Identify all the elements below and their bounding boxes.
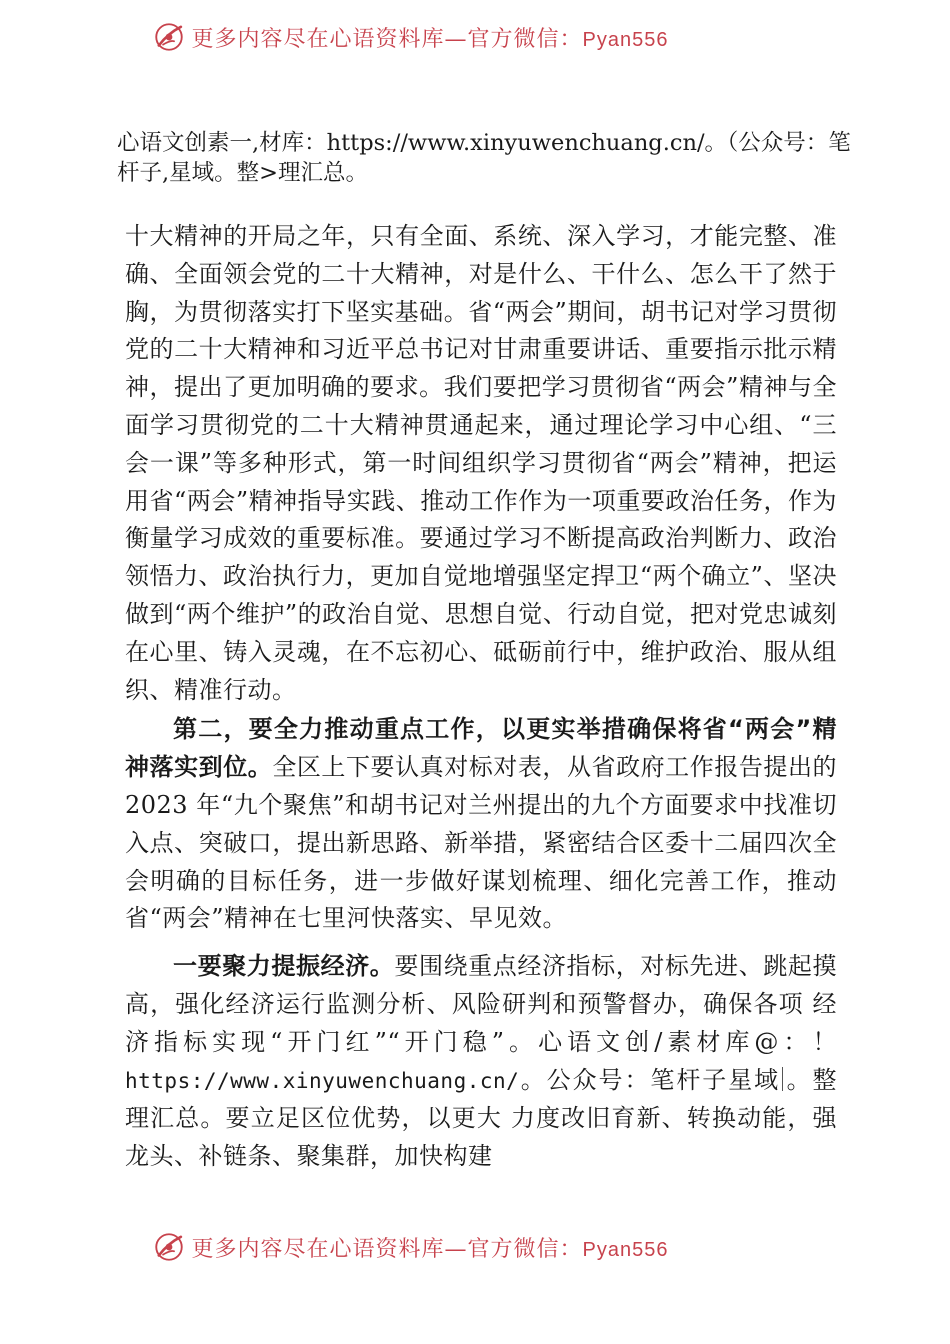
paragraph-2-text: 全区上下要认真对标对表，从省政府工作报告提出的 2023 年“九个聚焦”和胡书记对兰州提出的九个方面要求中找准切入点、突破口，提出新思路、新举措，紧密结合区委十二届四次全会明确的目标任务，进一步做好谋划梳理、细化完善工作，推动省“两会”精神在七里河快落实、早见效。 (125, 753, 838, 933)
paragraph-3-heading: 一要聚力提振经济。 (173, 952, 395, 981)
paragraph-3-url: https://www.xinyuwenchuang.cn/ (125, 1068, 520, 1093)
paragraph-3-text-c: 。整理汇总。要立足区位优势，以更大 力度改旧育新、转换动能，强龙头、补链条、聚集群，加快构建 (125, 1065, 838, 1171)
paragraph-3 (125, 948, 837, 1176)
paragraph-2-heading: 第二，要全力推动重点工作，以更实举措确保将省“两会”精神落实到位。 (125, 715, 837, 782)
paragraph-2 (125, 711, 837, 938)
paragraph-3-text-b: 。公众号：笔杆子星域 (519, 1065, 781, 1094)
watermark-text: 更多内容尽在心语资料库—官方微信：Pyan556 (191, 1236, 669, 1262)
brush-circle-logo-icon (152, 1230, 186, 1264)
header-note-text: 心语文创素一,材库：https://www.xinyuwenchuang.cn/。（公众号：笔杆子,星域。整>理汇总。 (117, 130, 851, 186)
watermark-text: 更多内容尽在心语资料库—官方微信：Pyan556 (191, 26, 669, 52)
text-cursor-mark (782, 1067, 783, 1091)
paragraph-3-text-a: 要围绕重点经济指标，对标先进、跳起摸高，强化经济运行监测分析、风险研判和预警督办，确保各项 经济指标实现“开门红”“开门稳”。心语文创/素材库@：！ (125, 952, 838, 1056)
top-watermark-banner (0, 12, 950, 62)
brush-circle-logo-icon (152, 20, 186, 54)
header-note (117, 128, 857, 188)
bottom-watermark-banner (0, 1222, 950, 1272)
paragraph-1-text: 十大精神的开局之年，只有全面、系统、深入学习，才能完整、准确、全面领会党的二十大精神，对是什么、干什么、怎么干了然于胸，为贯彻落实打下坚实基础。省“两会”期间，胡书记对学习贯彻党的二十大精神和习近平总书记对甘肃重要讲话、重要指示批示精神，提出了更加明确的要求。我们要把学习贯彻省“两会”精神与全面学习贯彻党的二十大精神贯通起来，通过理论学习中心组、“三会一课”等多种形式，第一时间组织学习贯彻省“两会”精神，把运用省“两会”精神指导实践、推动工作作为一项重要政治任务，作为衡量学习成效的重要标准。要通过学习不断提高政治判断力、政治领悟力、政治执行力，更加自觉地增强坚定捍卫“两个确立”、坚决做到“两个维护”的政治自觉、思想自觉、行动自觉，把对党忠诚刻在心里、铸入灵魂，在不忘初心、砥砺前行中，维护政治、服从组织、精准行动。 (125, 222, 837, 704)
document-body (125, 218, 837, 1176)
paragraph-1 (125, 218, 837, 709)
